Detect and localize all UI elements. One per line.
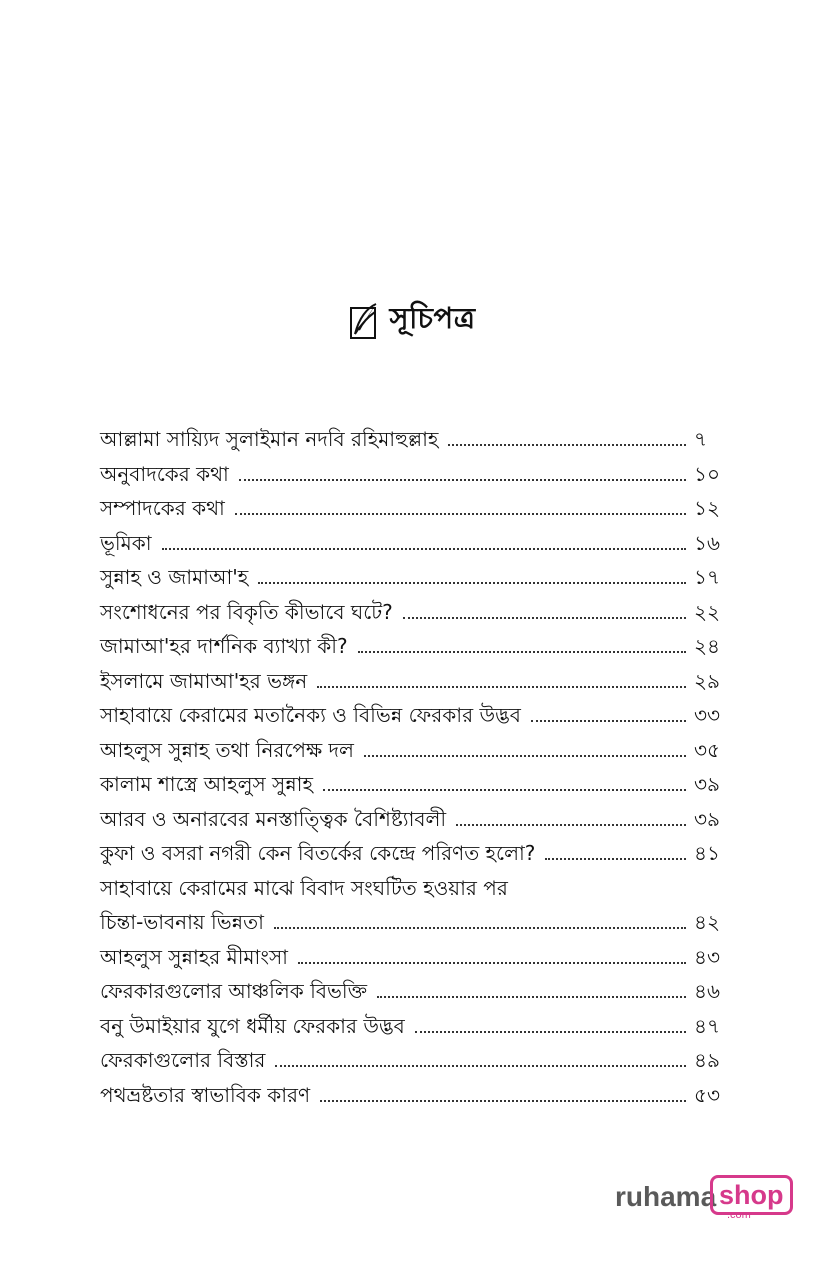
page-title: সূচিপত্র — [389, 301, 476, 335]
toc-entry — [100, 701, 728, 736]
toc-entry-page: ১০ — [694, 461, 720, 486]
toc-entry — [100, 1081, 728, 1116]
toc-entry-title: সংশোধনের পর বিকৃতি কীভাবে ঘটে? — [100, 599, 393, 624]
toc-entry — [100, 632, 728, 667]
logo-text-com: .com — [727, 1209, 751, 1221]
toc-entry-title: পথভ্রষ্টতার স্বাভাবিক কারণ — [100, 1082, 311, 1107]
toc-leader-dots — [358, 651, 686, 653]
toc-entry-title: সুন্নাহ ও জামাআ'হ — [100, 565, 249, 589]
toc-entry — [100, 839, 728, 874]
toc-entry-title: আরব ও অনারবের মনস্তাত্ত্বিক বৈশিষ্ট্যাবলী — [100, 806, 447, 831]
toc-entry-title: সম্পাদকের কথা — [100, 496, 225, 520]
logo-text-shop: shop — [710, 1175, 793, 1215]
toc-leader-dots — [415, 1031, 686, 1033]
toc-entry — [100, 977, 728, 1012]
toc-entry — [100, 805, 728, 840]
ruhamashop-logo — [615, 1175, 784, 1225]
toc-entry-page: ২৪ — [694, 634, 720, 658]
toc-entry-title: অনুবাদকের কথা — [100, 461, 229, 486]
toc-entry-title: আহলুস সুন্নাহর মীমাংসা — [100, 944, 288, 969]
toc-entry-title: কুফা ও বসরা নগরী কেন বিতর্কের কেন্দ্রে পরিণত হলো? — [100, 841, 536, 865]
toc-entry-title: চিন্তা-ভাবনায় ভিন্নতা — [100, 910, 264, 934]
toc-leader-dots — [403, 617, 686, 619]
toc-entry-title: আল্লামা সায়্যিদ সুলাইমান নদবি রহিমাহুল্লাহ — [100, 427, 439, 451]
toc-entry — [100, 943, 728, 978]
toc-entry-page: ৪১ — [694, 841, 720, 865]
toc-entry-title: ফেরকাগুলোর বিস্তার — [100, 1048, 266, 1072]
toc-entry — [100, 770, 728, 805]
toc-leader-dots — [258, 582, 686, 584]
toc-entry-title: ফেরকারগুলোর আঞ্চলিক বিভক্তি — [100, 979, 368, 1003]
toc-entry-title: ভূমিকা — [100, 530, 152, 555]
toc-entry — [100, 494, 728, 529]
toc-entry-page: ৪৯ — [694, 1048, 720, 1072]
toc-entry-title: আহলুস সুন্নাহ তথা নিরপেক্ষ দল — [100, 737, 354, 762]
toc-entry — [100, 460, 728, 495]
toc-entry — [100, 1012, 728, 1047]
toc-entry-title: সাহাবায়ে কেরামের মতানৈক্য ও বিভিন্ন ফেরকার উদ্ভব — [100, 703, 521, 727]
toc-entry-title: জামাআ'হর দার্শনিক ব্যাখ্যা কী? — [100, 634, 348, 658]
toc-entry — [100, 908, 728, 943]
toc-leader-dots — [448, 444, 686, 446]
toc-entry — [100, 425, 728, 460]
table-of-contents — [100, 425, 728, 1115]
toc-entry-page: ৪৩ — [694, 944, 720, 969]
toc-entry-page: ৩৯ — [694, 806, 720, 831]
toc-entry-page: ১৬ — [694, 530, 720, 555]
toc-entry-page: ৪৬ — [694, 979, 720, 1003]
toc-entry-page: ৪২ — [694, 910, 720, 934]
toc-entry-page: ১৭ — [694, 565, 720, 589]
toc-leader-dots — [377, 996, 686, 998]
toc-entry-title: বনু উমাইয়ার যুগে ধর্মীয় ফেরকার উদ্ভব — [100, 1013, 405, 1038]
toc-entry-title: সাহাবায়ে কেরামের মাঝে বিবাদ সংঘটিত হওয়ার পর — [100, 875, 508, 900]
toc-entry — [100, 736, 728, 771]
toc-leader-dots — [320, 1100, 686, 1102]
toc-entry-page: ১২ — [694, 496, 720, 520]
toc-leader-dots — [274, 927, 686, 929]
toc-entry-page: ৩৯ — [694, 772, 720, 796]
toc-entry-title: কালাম শাস্ত্রে আহলুস সুন্নাহ — [100, 772, 313, 796]
toc-entry-page: ৫৩ — [694, 1082, 720, 1107]
toc-leader-dots — [531, 720, 686, 722]
toc-entry — [100, 874, 728, 909]
toc-leader-dots — [545, 858, 686, 860]
toc-leader-dots — [275, 1065, 686, 1067]
toc-leader-dots — [456, 824, 686, 826]
toc-entry — [100, 1046, 728, 1081]
toc-leader-dots — [323, 789, 686, 791]
toc-entry-page: ৭ — [694, 427, 708, 451]
toc-entry-page: ৩৫ — [694, 737, 720, 762]
toc-heading — [0, 296, 825, 345]
toc-leader-dots — [162, 548, 686, 550]
toc-entry-page: ২৯ — [694, 668, 720, 693]
toc-leader-dots — [235, 513, 686, 515]
quill-icon — [349, 302, 379, 340]
toc-leader-dots — [364, 755, 686, 757]
toc-entry-page: ৩৩ — [694, 703, 721, 727]
toc-entry — [100, 667, 728, 702]
toc-entry-title: ইসলামে জামাআ'হর ভঙ্গন — [100, 668, 308, 693]
toc-leader-dots — [239, 479, 686, 481]
toc-entry — [100, 598, 728, 633]
toc-entry — [100, 563, 728, 598]
toc-leader-dots — [317, 686, 686, 688]
toc-entry — [100, 529, 728, 564]
toc-entry-page: ৪৭ — [694, 1013, 720, 1038]
toc-entry-page: ২২ — [694, 599, 721, 624]
logo-text-ruhama: ruhama — [615, 1181, 717, 1212]
toc-leader-dots — [298, 962, 686, 964]
